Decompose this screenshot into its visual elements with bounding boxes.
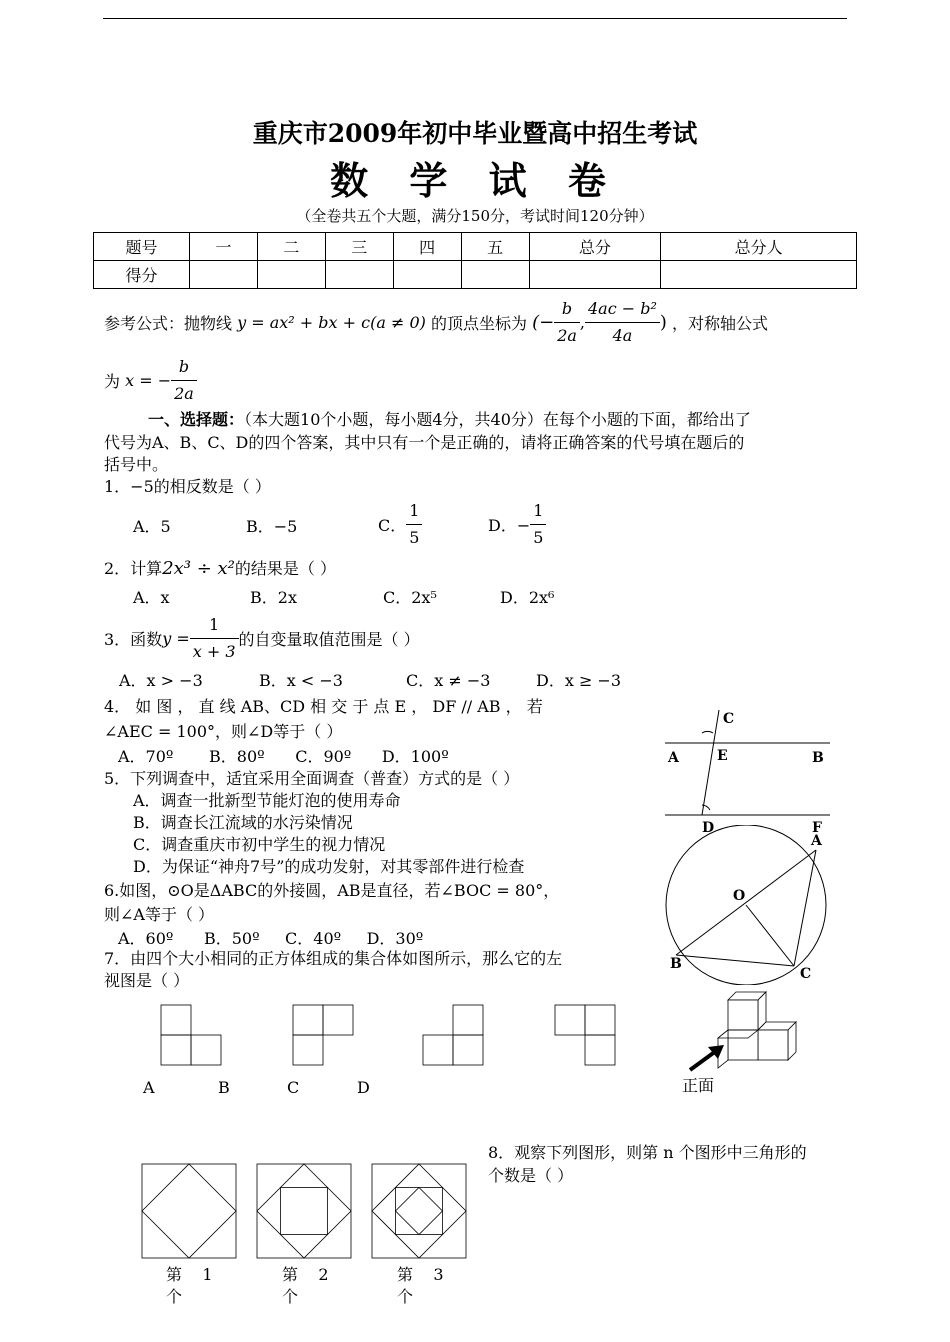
- score-input-cell[interactable]: [325, 261, 393, 289]
- q6-figure: [660, 825, 840, 985]
- q2-option-d[interactable]: D．2x⁶: [500, 588, 555, 607]
- q8-caption-2-bottom: 个: [282, 1287, 299, 1306]
- score-cell: 四: [393, 233, 461, 261]
- q7-label-d: D: [357, 1078, 370, 1097]
- q1-c-frac: [406, 498, 422, 551]
- label-a: A: [811, 833, 822, 849]
- q7-option-b-figure[interactable]: [293, 1005, 353, 1065]
- q8-caption-2-top: 第 2: [282, 1265, 329, 1284]
- formula-vertex-x: [554, 296, 580, 349]
- exam-subtitle: 数 学 试 卷: [330, 158, 620, 203]
- q8-caption-1-top: 第 1: [166, 1265, 213, 1284]
- section1-intro-line3: 括号中。: [104, 455, 169, 474]
- q2-option-b[interactable]: B．2x: [250, 588, 297, 607]
- exam-note: （全卷共五个大题，满分150分，考试时间120分钟）: [296, 207, 654, 225]
- exam-title: 重庆市2009年初中毕业暨高中招生考试: [252, 119, 698, 148]
- formula-mid: 的顶点坐标为: [430, 314, 527, 333]
- score-input-cell[interactable]: [529, 261, 661, 289]
- q2-option-a[interactable]: A．x: [133, 588, 170, 607]
- q7-option-d-figure[interactable]: [555, 1005, 615, 1065]
- label-f: F: [812, 820, 822, 836]
- frac-den: 4a: [612, 326, 633, 345]
- label-c: C: [800, 966, 812, 982]
- q4-line-2: ∠AEC = 100°，则∠D等于（ ）: [104, 722, 343, 741]
- q6-line-2: 则∠A等于（ ）: [104, 905, 215, 924]
- q8-caption-3-bottom: 个: [397, 1287, 414, 1306]
- q3-option-c[interactable]: C．x ≠ −3: [406, 671, 491, 690]
- score-input-cell[interactable]: [393, 261, 461, 289]
- cube-front-face: [758, 1030, 788, 1060]
- formula-suffix: ，对称轴公式: [672, 314, 769, 333]
- section1-intro-line2: 代号为A、B、C、D的四个答案，其中只有一个是正确的，请将正确答案的代号填在题后的: [104, 433, 745, 452]
- frac-num: 4ac − b²: [585, 296, 660, 323]
- cube-front-face: [728, 1000, 758, 1030]
- q4-options[interactable]: A．70º B．80º C．90º D．100º: [118, 747, 449, 766]
- label-b: B: [812, 750, 824, 766]
- q6-line-1: 6.如图，⊙O是ΔABC的外接圆，AB是直径，若∠BOC = 80°，: [104, 881, 560, 900]
- q3-option-d[interactable]: D．x ≥ −3: [536, 671, 622, 690]
- q3-option-a[interactable]: A．x > −3: [119, 671, 203, 690]
- q7-label-b: B: [218, 1078, 230, 1097]
- q8-figure-3: [372, 1164, 466, 1258]
- q2-stem-post: 的结果是（ ）: [234, 559, 336, 578]
- q7-label-a: A: [143, 1078, 155, 1097]
- score-input-cell[interactable]: [461, 261, 529, 289]
- frac-num: b: [554, 296, 580, 323]
- frac-den: 5: [409, 528, 420, 547]
- formula-line2-prefix: 为: [104, 372, 121, 391]
- score-input-cell[interactable]: [661, 261, 857, 289]
- q8-figure-2: [257, 1164, 351, 1258]
- score-input-cell[interactable]: [190, 261, 258, 289]
- q7-line-1: 7．由四个大小相同的正方体组成的集合体如图所示，那么它的左: [104, 949, 563, 968]
- q7-label-c: C: [287, 1078, 300, 1097]
- score-table-score-row: [94, 261, 857, 289]
- section1-intro: （本大题10个小题，每小题4分，共40分）在每个小题的下面，都给出了: [244, 410, 751, 429]
- front-label: 正面: [682, 1076, 715, 1095]
- formula-vertex-sep: ,: [579, 313, 585, 332]
- label-o: O: [733, 888, 746, 904]
- q2-stem-expr: 2x³ ÷ x²: [162, 558, 235, 579]
- score-cell: 三: [325, 233, 393, 261]
- diameter-ab: [676, 850, 816, 955]
- q3-stem: [104, 612, 420, 665]
- q5-option-d[interactable]: D．为保证“神舟7号”的成功发射，对其零部件进行检查: [133, 857, 525, 876]
- q4-line-1: 4． 如 图 ， 直 线 AB、CD 相 交 于 点 E ， DF // AB ， 若: [104, 697, 543, 716]
- option-label: D．−: [488, 516, 531, 535]
- q1-option-b[interactable]: B．−5: [246, 517, 298, 536]
- frac-den: x + 3: [192, 642, 236, 661]
- cube-front-face: [728, 1030, 758, 1060]
- score-cell: 五: [461, 233, 529, 261]
- option-label: C．: [378, 516, 407, 535]
- q6-options[interactable]: A．60º B．50º C．40º D．30º: [118, 929, 424, 948]
- q5-stem: 5．下列调查中，适宜采用全面调查（普查）方式的是（ ）: [104, 769, 520, 788]
- score-table: [93, 232, 857, 289]
- front-arrow-shaft: [690, 1051, 716, 1070]
- q7-cube-figure: [680, 985, 820, 1080]
- q1-d-frac: [530, 498, 546, 551]
- score-input-cell[interactable]: [257, 261, 325, 289]
- q2-option-c[interactable]: C．2x⁵: [383, 588, 437, 607]
- score-cell: 总分: [529, 233, 661, 261]
- frac-num: 1: [406, 498, 422, 525]
- formula-vertex-open: (−: [532, 312, 555, 333]
- label-c: C: [723, 711, 735, 727]
- q3-frac: [190, 612, 239, 665]
- frac-num: 1: [190, 612, 239, 639]
- q3-option-b[interactable]: B．x < −3: [259, 671, 343, 690]
- q4-figure: [660, 700, 860, 840]
- q7-options-figures: [155, 1000, 655, 1070]
- section1-intro-line1: [148, 407, 751, 430]
- q8-line-1: 8．观察下列图形，则第 n 个图形中三角形的: [488, 1143, 807, 1162]
- frac-den: 5: [533, 528, 544, 547]
- score-cell: 题号: [94, 233, 190, 261]
- q3-stem-post: 的自变量取值范围是（ ）: [238, 630, 420, 649]
- q8-figures: [140, 1162, 480, 1262]
- formula-axis-frac: [171, 354, 197, 407]
- chord-bc: [676, 955, 794, 966]
- q7-option-c-figure[interactable]: [423, 1005, 483, 1065]
- score-cell: 二: [257, 233, 325, 261]
- formula-axis-eq: x = −: [125, 371, 172, 390]
- formula-vertex-y: [585, 296, 660, 349]
- q8-figure-1: [142, 1164, 236, 1258]
- q5-option-b[interactable]: B．调查长江流域的水污染情况: [133, 813, 353, 832]
- label-d: D: [702, 820, 715, 836]
- angle-arc: [702, 731, 713, 733]
- q1-option-d[interactable]: [488, 498, 546, 551]
- score-cell: 一: [190, 233, 258, 261]
- q1-option-a[interactable]: A．5: [133, 517, 171, 536]
- frac-num: 1: [530, 498, 546, 525]
- q8-caption-1-bottom: 个: [166, 1287, 183, 1306]
- q8-line-2: 个数是（ ）: [488, 1166, 574, 1185]
- section1-heading: 一、选择题：: [148, 410, 245, 429]
- frac-den: 2a: [557, 326, 577, 345]
- formula-prefix: 参考公式：抛物线: [104, 314, 233, 333]
- q8-caption-3-top: 第 3: [397, 1265, 444, 1284]
- formula-line-1: [104, 296, 768, 349]
- q5-option-c[interactable]: C．调查重庆市初中学生的视力情况: [133, 835, 386, 854]
- q3-stem-pre: 3．函数: [104, 630, 163, 649]
- formula-vertex-close: ): [659, 312, 667, 333]
- score-table-header-row: [94, 233, 857, 261]
- q5-option-a[interactable]: A．调查一批新型节能灯泡的使用寿命: [133, 791, 401, 810]
- q7-option-a-figure[interactable]: [161, 1005, 221, 1065]
- frac-num: b: [171, 354, 197, 381]
- q2-stem-pre: 2．计算: [104, 559, 163, 578]
- q7-line-2: 视图是（ ）: [104, 971, 190, 990]
- label-b: B: [670, 956, 682, 972]
- label-a: A: [668, 750, 679, 766]
- score-cell: 总分人: [661, 233, 857, 261]
- score-cell: 得分: [94, 261, 190, 289]
- q3-stem-y: y =: [162, 629, 190, 648]
- frac-den: 2a: [174, 384, 194, 403]
- segment-oc: [746, 905, 794, 966]
- q1-option-c[interactable]: [378, 498, 422, 551]
- formula-equation: y = ax² + bx + c(a ≠ 0): [237, 313, 426, 332]
- q1-stem: 1．−5的相反数是（ ）: [104, 477, 271, 496]
- label-e: E: [717, 748, 728, 764]
- q2-stem: [104, 556, 336, 579]
- formula-line-2: [104, 354, 197, 407]
- top-rule: [103, 18, 847, 19]
